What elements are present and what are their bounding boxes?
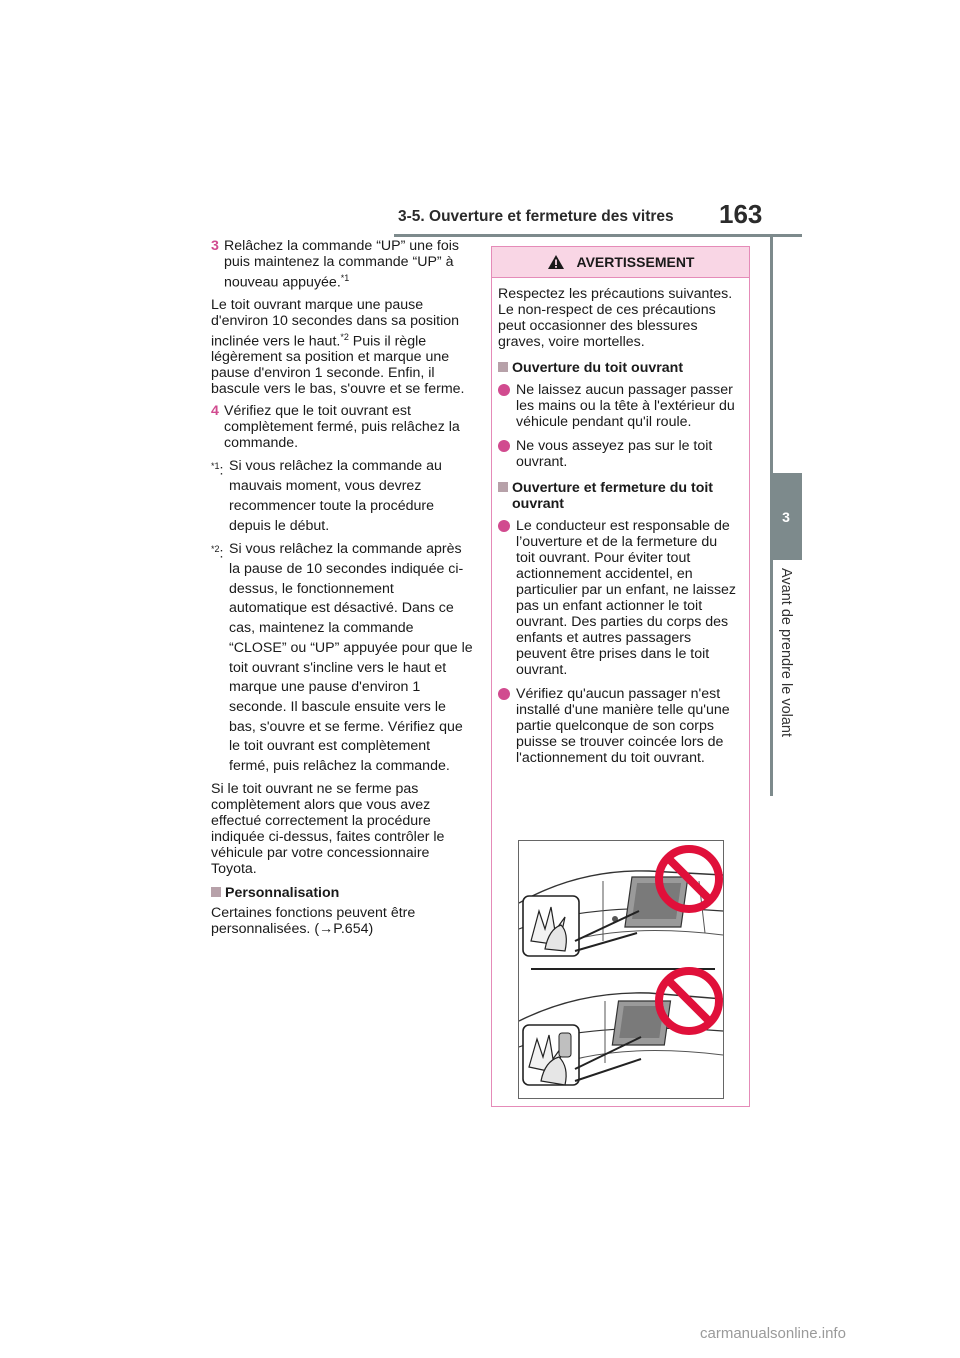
personalisation-heading: Personnalisation xyxy=(211,885,473,901)
square-bullet-icon xyxy=(211,887,221,897)
warning-heading-2: Ouverture et fermeture du toit ouvrant xyxy=(498,480,739,512)
step-number: 3 xyxy=(211,238,219,254)
personalisation-text: Certaines fonctions peuvent être personnalisées. (→P.654) xyxy=(211,904,416,937)
scene-sitting-on-roof xyxy=(519,971,723,1085)
bullet-dot-icon xyxy=(498,520,510,532)
step-text: Vérifiez que le toit ouvrant est complètement fermé, puis relâchez la commande. xyxy=(224,403,460,452)
scene-hand-out xyxy=(519,849,723,956)
main-text-column xyxy=(211,238,473,943)
warning-title: AVERTISSEMENT xyxy=(576,254,695,270)
step-number: 4 xyxy=(211,403,219,420)
bullet-dot-icon xyxy=(498,688,510,700)
warning-triangle-icon xyxy=(547,254,565,270)
section-title: 3-5. Ouverture et fermeture des vitres xyxy=(398,208,674,225)
paragraph-pause: Le toit ouvrant marque une pause d'environ 10 secondes dans sa position inclinée vers le haut.$^{*2}$ Puis il règle légèrement sa position et marque une pause d'environ 1 seconde. Enfin, il bascule vers le bas, s'ouvre et se ferme. xyxy=(211,296,465,398)
sunroof-illustration xyxy=(518,840,724,1099)
footnote-2: $^{*2}$: Si vous relâchez la commande après la pause de 10 secondes indiquée ci-dessus, le fonctionnement automatique est désactivé. Dans ce cas, maintenez la commande “CLOSE” ou “UP” appuyée pour que le toit ouvrant s'incline vers le haut et marque une pause d'environ 1 seconde. Il bascule ensuite vers le bas, s'ouvre et se ferme. Vérifiez que le toit ouvrant est complètement fermé, puis relâchez la commande. xyxy=(211,541,473,775)
square-bullet-icon xyxy=(498,362,508,372)
chapter-tab: 3 xyxy=(770,473,802,560)
square-bullet-icon xyxy=(498,482,508,492)
footnote-1: $^{*1}$: Si vous relâchez la commande au mauvais moment, vous devrez recommencer toute la procédure depuis le début. xyxy=(211,458,442,534)
step-3 xyxy=(211,238,473,291)
warning-bullet: Vérifiez qu'aucun passager n'est installé d'une manière telle qu'une partie quelconque de son corps puisse se trouver coincée lors de l'actionnement du toit ouvrant. xyxy=(498,686,739,766)
bullet-dot-icon xyxy=(498,384,510,396)
footnote-ref: *2 xyxy=(340,331,349,342)
bullet-dot-icon xyxy=(498,440,510,452)
step-4 xyxy=(211,403,473,451)
warning-body xyxy=(492,278,749,766)
watermark: carmanualsonline.info xyxy=(700,1325,846,1342)
step-text: Relâchez la commande “UP” une fois puis maintenez la commande “UP” à nouveau appuyée. xyxy=(224,238,459,291)
chapter-label: Avant de prendre le volant xyxy=(778,568,794,738)
side-rule-top xyxy=(770,237,773,473)
warning-bullet: Ne vous asseyez pas sur le toit ouvrant. xyxy=(498,438,739,470)
warning-header xyxy=(492,247,749,278)
warning-intro: Respectez les précautions suivantes. Le non-respect de ces précautions peut occasionner des blessures graves, voire mortelles. xyxy=(498,286,733,350)
sunroof-hazard-drawing xyxy=(519,841,723,1098)
warning-bullet: Le conducteur est responsable de l’ouverture et de la fermeture du toit ouvrant. Pour éviter tout actionnement accidentel, en particulier par un enfant, ne laissez pas un enfant actionner le toit ouvrant. Des parties du corps des enfants et autres passagers peuvent être prises dans le toit ouvrant. xyxy=(498,518,739,678)
header-rule xyxy=(394,234,802,237)
footnote-ref: *1 xyxy=(340,273,350,283)
page-number: 163 xyxy=(719,199,763,229)
warning-heading-1: Ouverture du toit ouvrant xyxy=(498,360,739,376)
warning-bullet: Ne laissez aucun passager passer les mains ou la tête à l'extérieur du véhicule pendant qu'il roule. xyxy=(498,382,739,430)
paragraph-dealer: Si le toit ouvrant ne se ferme pas complètement alors que vous avez effectué correctement la procédure indiquée ci-dessus, faites contrôler le véhicule par votre concessionnaire Toyota. xyxy=(211,780,445,877)
